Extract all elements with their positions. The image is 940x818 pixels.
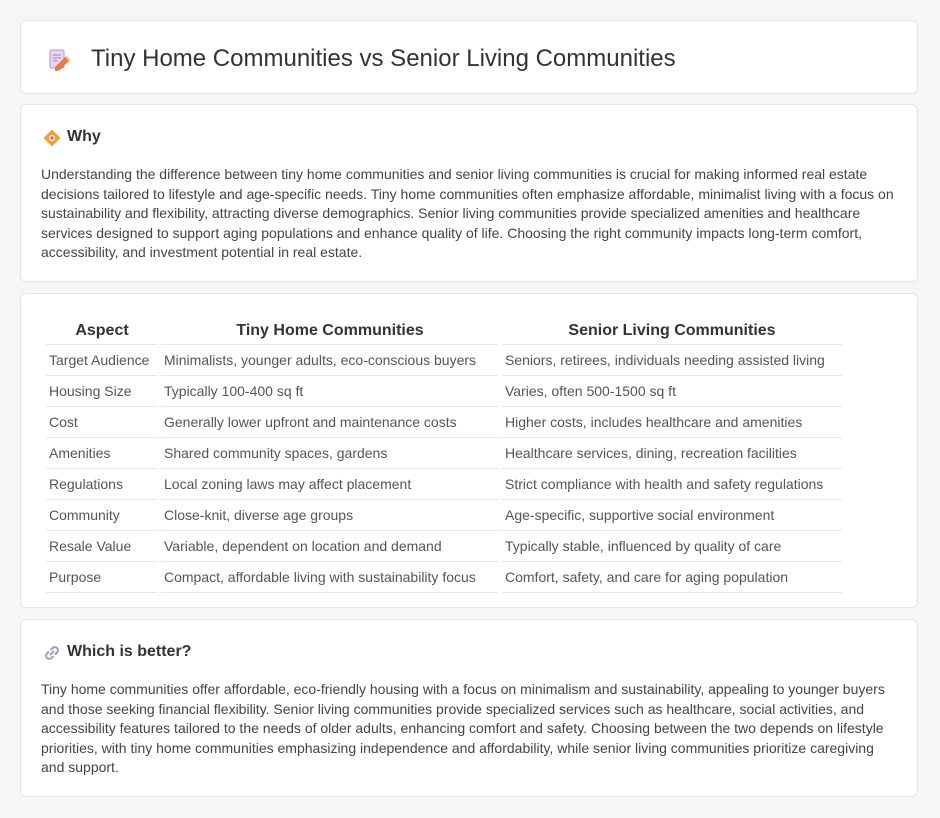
- cell-senior-living: Seniors, retirees, individuals needing assisted living: [502, 345, 842, 376]
- cell-senior-living: Healthcare services, dining, recreation facilities: [502, 438, 842, 469]
- table-row: [46, 469, 842, 500]
- cell-senior-living: Comfort, safety, and care for aging population: [502, 562, 842, 593]
- cell-aspect: Cost: [46, 407, 158, 438]
- header-senior-living: Senior Living Communities: [502, 314, 842, 345]
- cell-aspect: Resale Value: [46, 531, 158, 562]
- cell-tiny-home: Compact, affordable living with sustainability focus: [161, 562, 499, 593]
- cell-tiny-home: Local zoning laws may affect placement: [161, 469, 499, 500]
- table-row: [46, 438, 842, 469]
- table-row: [46, 376, 842, 407]
- better-text: Tiny home communities offer affordable, eco-friendly housing with a focus on minimalism and sustainability, appealing to younger buyers and those seeking financial flexibility. Senior living communities provide specialized services such as healthcare, social activities, and accessibility features tailored to the needs of older adults, enhancing comfort and safety. Choosing between the two depends on lifestyle priorities, with tiny home communities emphasizing independence and affordability, while senior living communities prioritize caregiving and support.: [41, 681, 885, 775]
- table-header-row: [46, 314, 842, 345]
- cell-tiny-home: Generally lower upfront and maintenance costs: [161, 407, 499, 438]
- table-row: [46, 500, 842, 531]
- cell-aspect: Purpose: [46, 562, 158, 593]
- diamond-signal-icon: [43, 129, 61, 147]
- cell-tiny-home: Close-knit, diverse age groups: [161, 500, 499, 531]
- cell-senior-living: Typically stable, influenced by quality of care: [502, 531, 842, 562]
- better-heading: Which is better?: [67, 643, 192, 660]
- cell-senior-living: Higher costs, includes healthcare and amenities: [502, 407, 842, 438]
- comparison-section: [20, 293, 918, 608]
- comparison-table: [43, 314, 845, 593]
- which-is-better-section: [20, 619, 918, 797]
- cell-senior-living: Varies, often 500-1500 sq ft: [502, 376, 842, 407]
- cell-aspect: Target Audience: [46, 345, 158, 376]
- page-title: Tiny Home Communities vs Senior Living Communities: [91, 45, 676, 72]
- table-row: [46, 345, 842, 376]
- cell-tiny-home: Minimalists, younger adults, eco-conscious buyers: [161, 345, 499, 376]
- cell-aspect: Housing Size: [46, 376, 158, 407]
- header-tiny-home: Tiny Home Communities: [161, 314, 499, 345]
- cell-tiny-home: Shared community spaces, gardens: [161, 438, 499, 469]
- table-row: [46, 562, 842, 593]
- cell-aspect: Community: [46, 500, 158, 531]
- table-row: [46, 407, 842, 438]
- header-aspect: Aspect: [46, 314, 158, 345]
- why-heading: Why: [67, 128, 101, 145]
- link-icon: [43, 644, 61, 662]
- why-section: [20, 104, 918, 282]
- cell-senior-living: Strict compliance with health and safety regulations: [502, 469, 842, 500]
- document-pencil-icon: [47, 47, 71, 71]
- table-row: [46, 531, 842, 562]
- cell-tiny-home: Variable, dependent on location and demand: [161, 531, 499, 562]
- cell-aspect: Amenities: [46, 438, 158, 469]
- cell-tiny-home: Typically 100-400 sq ft: [161, 376, 499, 407]
- title-card: [20, 20, 918, 94]
- why-text: Understanding the difference between tiny home communities and senior living communities is crucial for making informed real estate decisions tailored to lifestyle and age-specific needs. Tiny home communities often emphasize affordable, minimalist living with a focus on sustainability and flexibility, attracting diverse demographics. Senior living communities provide specialized amenities and healthcare services designed to support aging populations and enhance quality of life. Choosing the right community impacts long-term comfort, accessibility, and investment potential in real estate.: [41, 166, 894, 260]
- cell-aspect: Regulations: [46, 469, 158, 500]
- cell-senior-living: Age-specific, supportive social environment: [502, 500, 842, 531]
